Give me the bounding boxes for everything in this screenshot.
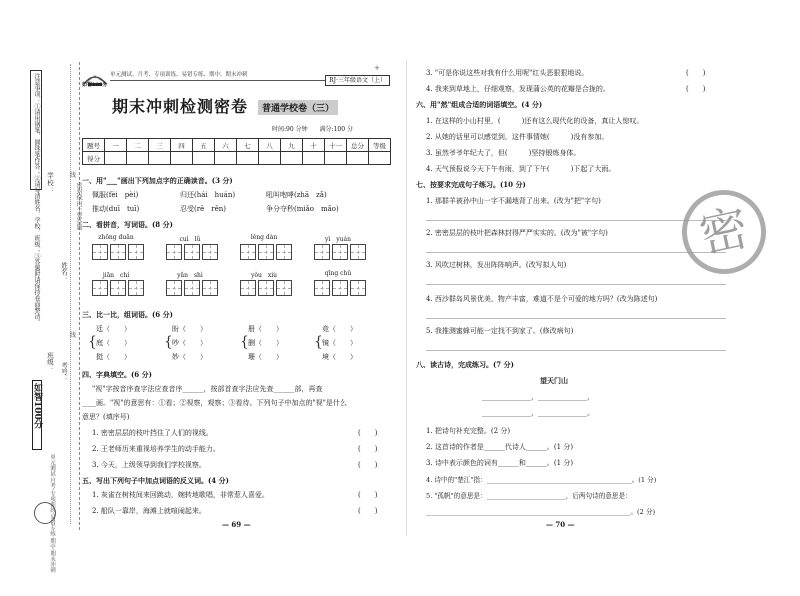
subject-tag: RJ·三年级语文（上）: [325, 75, 390, 86]
pinyin-label: zhōng duān: [98, 234, 134, 241]
q3-item[interactable]: 竞（ ）: [322, 325, 357, 333]
side-field-school: 学校：: [46, 172, 54, 195]
pinyin-label: yì yuán: [324, 236, 351, 243]
q3-item[interactable]: 盼（ ）: [172, 325, 207, 333]
score-cell[interactable]: [215, 152, 237, 165]
score-cell[interactable]: [237, 152, 259, 165]
brace-icon: {: [240, 334, 249, 350]
q8-item[interactable]: 2. 这首诗的作者是______代诗人______。(1 分): [426, 443, 574, 451]
score-cell[interactable]: [281, 152, 303, 165]
q6-item[interactable]: 4. 天气预报说今天下午有雨，到了下午( )下起了大雨。: [426, 165, 616, 173]
score-header: 总分: [347, 139, 369, 152]
q3-item[interactable]: 妙（ ）: [172, 353, 207, 361]
q8-item[interactable]: 4. 诗中的"楚江"指：____________________________________________。(1 分): [426, 476, 657, 484]
q1-title: 一、用"___"画出下列加点字的正确读音。(3 分): [82, 176, 233, 185]
q7-item: 2. 密密层层的枝叶把森林封得严严实实的。(改为"被"字句): [426, 229, 608, 237]
answer-paren[interactable]: ( ): [358, 429, 378, 437]
writing-grid[interactable]: [92, 244, 144, 262]
answer-line[interactable]: [426, 220, 726, 221]
side-field-class: 班级：: [46, 352, 54, 372]
brace-icon: {: [314, 334, 323, 350]
q1-item[interactable]: 佩服(fèi pèi): [92, 191, 139, 199]
answer-paren[interactable]: ( ): [358, 461, 378, 469]
score-header: 一: [105, 139, 127, 152]
q5-item: 3. "可是你说这些对我有什么用呢"红头恶狠狠地说。: [426, 69, 589, 77]
answer-line[interactable]: [426, 318, 726, 319]
seal-line-text: 密封线内不要答题: [75, 182, 82, 230]
score-header-row: [83, 139, 391, 152]
q6-item[interactable]: 3. 虽然爷爷年纪大了，但( )坚持锻炼身体。: [426, 149, 581, 157]
pinyin-label: cuì lǜ: [179, 236, 201, 243]
q8-item[interactable]: 5. "孤帆"的意思是：________________________，后两句诗的意思是：: [426, 492, 632, 500]
answer-paren[interactable]: ( ): [686, 85, 706, 93]
answer-paren[interactable]: ( ): [358, 445, 378, 453]
q4-item: 2. 王老师历来重视培养学生的动手能力。: [92, 445, 220, 453]
q1-item[interactable]: 忍受(rě rěn): [180, 205, 226, 213]
strip-mark-2: 线: [70, 332, 77, 339]
q5-item: 2. 船队一靠岸，海滩上就喧闹起来。: [92, 507, 206, 515]
score-table: [82, 138, 391, 165]
score-header: 九: [281, 139, 303, 152]
series-tagline: 单元测试、月考、专项训练、易错专练、期中、期末冲刺: [110, 72, 248, 78]
side-instructions: 注意事项：①请用钢笔、圆珠笔作答；②请写清姓名、学校、班级；③答题时请保持卷面整洁。: [30, 70, 42, 190]
secret-stamp: 密: [674, 182, 774, 282]
score-cell[interactable]: [193, 152, 215, 165]
score-header: 题号: [83, 139, 105, 152]
page-number: — 69 —: [222, 520, 251, 529]
page-number: — 70 —: [546, 520, 575, 529]
q7-title: 七、按要求完成句子练习。(10 分): [416, 180, 526, 189]
answer-paren[interactable]: ( ): [358, 507, 378, 515]
writing-grid[interactable]: [166, 244, 218, 262]
brace-icon: {: [88, 334, 97, 350]
writing-grid[interactable]: [166, 280, 218, 298]
q1-item[interactable]: 归还(hái huán): [180, 191, 236, 199]
score-header: 五: [193, 139, 215, 152]
score-value-row: [83, 152, 391, 165]
q3-item[interactable]: 吵（ ）: [172, 339, 207, 347]
q7-item: 1. 那群羊被孙中山一字不漏地背了出来。(改为"把"字句): [426, 197, 601, 205]
q7-item: 4. 西沙群岛风景优美，物产丰富，难道不是个可爱的地方吗？(改为陈述句): [426, 295, 658, 303]
q1-item[interactable]: 推动(duī tuī): [92, 205, 140, 213]
time-score-meta: 时间:90 分钟 满分:100 分: [272, 126, 353, 133]
q3-item[interactable]: 廷（ ）: [96, 325, 131, 333]
writing-grid[interactable]: [240, 244, 292, 262]
poem-blank-line[interactable]: ______________，______________，: [482, 393, 594, 401]
q4-item: 1. 密密层层的枝叶挡住了人们的视线。: [92, 429, 213, 437]
score-cell[interactable]: [259, 152, 281, 165]
score-header: 七: [237, 139, 259, 152]
answer-line[interactable]: [426, 284, 726, 285]
score-cell[interactable]: [325, 152, 347, 165]
q7-item: 3. 风吹过树林，发出阵阵响声。(改写拟人句): [426, 261, 567, 269]
side-field-name: 姓名：: [60, 262, 68, 282]
pinyin-label: yǒu xiù: [250, 272, 278, 279]
writing-grid[interactable]: [92, 280, 144, 298]
score-header: 六: [215, 139, 237, 152]
answer-paren[interactable]: ( ): [358, 491, 378, 499]
q3-item[interactable]: 删（ ）: [248, 339, 283, 347]
q3-item[interactable]: 境（ ）: [322, 353, 357, 361]
poem-blank-line[interactable]: ______________，______________。: [482, 409, 594, 417]
q8-tail[interactable]: ______________________________________________________________。(2 分): [426, 508, 656, 516]
pinyin-label: qīng chǔ: [324, 270, 352, 277]
score-cell[interactable]: [369, 152, 391, 165]
score-label: 得分: [83, 152, 105, 165]
pinyin-label: yǎn shì: [177, 272, 203, 279]
score-cell[interactable]: [149, 152, 171, 165]
side-brand: 如智100分: [32, 380, 42, 450]
score-header: 四: [171, 139, 193, 152]
q8-item[interactable]: 3. 诗中表示颜色的词有______和______。(1 分): [426, 459, 574, 467]
score-header: 二: [127, 139, 149, 152]
q1-item[interactable]: 争分夺秒(miǎo mǎo): [266, 205, 339, 213]
score-header: 八: [259, 139, 281, 152]
q6-item[interactable]: 1. 在这样的小山村里，( )还有这么现代化的设备，真让人惊叹。: [426, 117, 644, 125]
answer-line[interactable]: [426, 252, 726, 253]
score-header: 十一: [325, 139, 347, 152]
score-cell[interactable]: [303, 152, 325, 165]
q4-text: 意思？(填序号): [82, 413, 130, 421]
q3-item[interactable]: 庭（ ）: [96, 339, 131, 347]
q3-title: 三、比一比，组词语。(6 分): [82, 310, 173, 319]
page-fold: [406, 60, 407, 536]
q5-item: 1. 灰雀在树枝间来回跳动，婉转地歌唱，非常惹人喜爱。: [92, 491, 269, 499]
q4-text: ____画。"视"的意思有：①看；②视察，观察；③看待。下列句子中加点的"视"是什么: [82, 399, 347, 407]
q4-text: "视"字按音序查字法应查音序______，按部首查字法应先查______部，再查: [92, 385, 323, 393]
logo-text: 如智100分: [82, 82, 108, 88]
fold-dotted-line: [70, 64, 76, 524]
q2-title: 二、看拼音，写词语。(8 分): [82, 220, 173, 229]
answer-paren[interactable]: ( ): [686, 69, 706, 77]
q7-item: 5. 我推测蜜蜂可能一定找不到家了。(修改病句): [426, 327, 574, 335]
side-logo-icon: [34, 502, 56, 524]
writing-grid[interactable]: [314, 244, 366, 262]
brace-icon: {: [164, 334, 173, 350]
strip-mark-1: 线: [70, 172, 77, 179]
q3-item[interactable]: 册（ ）: [248, 325, 283, 333]
q3-item[interactable]: 挺（ ）: [96, 353, 131, 361]
school-badge: 普通学校卷（三）: [258, 100, 338, 115]
score-cell[interactable]: [105, 152, 127, 165]
answer-line[interactable]: [426, 350, 726, 351]
exam-title: 期末冲刺检测密卷: [112, 97, 249, 116]
q4-item: 3. 今天，上级领导到我们学校视察。: [92, 461, 206, 469]
page-header: [80, 62, 392, 90]
writing-grid[interactable]: [240, 280, 292, 298]
q8-title: 八、读古诗，完成练习。(7 分): [416, 360, 514, 369]
score-header: 十: [303, 139, 325, 152]
q5-title: 五、写出下列句子中加点词语的反义词。(4 分): [82, 476, 229, 485]
pinyin-label: lěng dàn: [250, 234, 278, 241]
page-69: [80, 62, 392, 532]
score-header: 三: [149, 139, 171, 152]
crosshair-mark: +: [374, 64, 380, 72]
side-field-id: 考号：: [60, 362, 68, 382]
writing-grid[interactable]: [314, 280, 366, 298]
page-70: [416, 62, 744, 532]
pinyin-label: jiān chí: [102, 272, 130, 279]
side-series: 单元测试·月考·专项训练·易错专练·期中·期末冲刺: [49, 454, 55, 573]
score-cell[interactable]: [127, 152, 149, 165]
score-cell[interactable]: [347, 152, 369, 165]
poem-title: 望天门山: [540, 376, 568, 385]
q4-title: 四、字典填空。(6 分): [82, 370, 152, 379]
q6-item[interactable]: 2. 从她的话里可以感觉到，这件事情她( )没有参加。: [426, 133, 609, 141]
q5-item: 4. 我来到草地上，仔细观察，发现蒲公英的花瓣是合拢的。: [426, 85, 610, 93]
q6-title: 六、用"然"组成合适的词语填空。(4 分): [416, 100, 543, 109]
q8-item: 1. 把诗句补充完整。(2 分): [426, 427, 511, 435]
score-cell[interactable]: [171, 152, 193, 165]
q3-item[interactable]: 镜（ ）: [322, 339, 357, 347]
q1-item[interactable]: 吼叫咆哮(zhā zǎ): [266, 191, 327, 199]
q3-item[interactable]: 珊（ ）: [248, 353, 283, 361]
score-header: 等级: [369, 139, 391, 152]
